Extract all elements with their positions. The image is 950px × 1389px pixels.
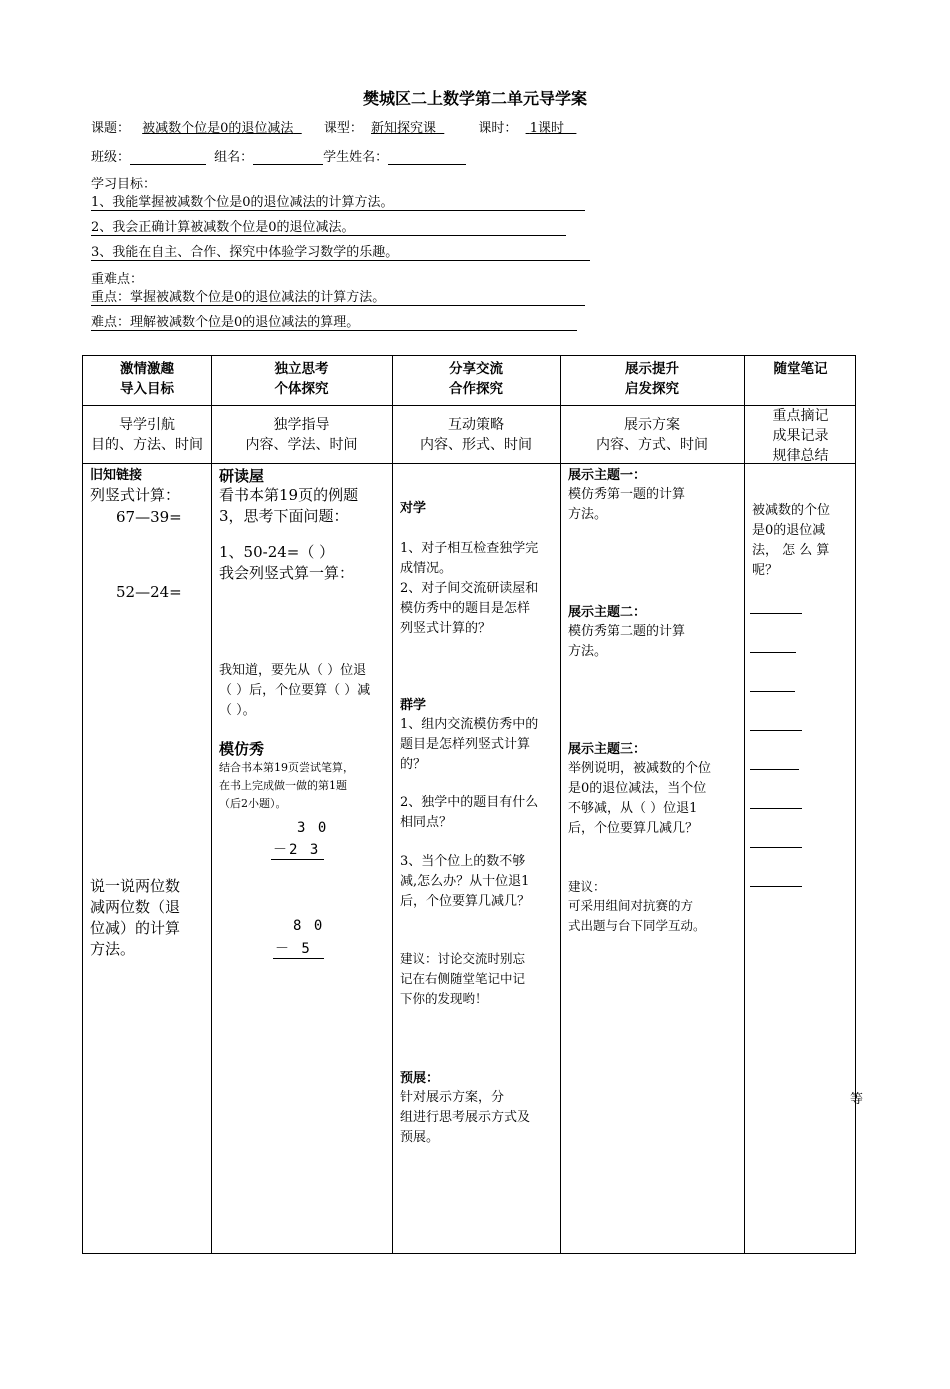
group-label: 组名： [214, 150, 254, 165]
pair-study-heading: 对学 [400, 501, 427, 516]
topic-label: 课题： [91, 121, 131, 136]
col-subheader: 互动策略 内容、形式、时间 [420, 417, 532, 453]
col-subheader: 展示方案 内容、方式、时间 [596, 417, 708, 453]
col-header: 激情激趣 导入目标 [120, 361, 174, 397]
topic-value: 被减数个位是0的退位减法 [142, 121, 294, 136]
col2-q1: 1、50-24=（ ） [219, 543, 335, 561]
class-label: 班级： [91, 150, 131, 165]
key-difficulty: 难点：理解被减数个位是0的退位减法的算理。 [91, 311, 577, 331]
theme3-body: 举例说明，被减数的个位 是0的退位减法，当个位 不够减，从（ ）位退1 后，个位要算几减几？ [568, 761, 712, 836]
old-knowledge-heading: 旧知链接 [90, 468, 143, 483]
class-blank[interactable] [130, 150, 206, 165]
type-value: 新知探究课 [371, 121, 437, 136]
study-table [82, 355, 856, 1254]
theme1-heading: 展示主题一： [568, 468, 647, 483]
note-blank-line[interactable] [750, 613, 802, 614]
col-header: 独立思考 个体探究 [274, 361, 329, 397]
note-blank-line[interactable] [750, 652, 796, 653]
col2-q1b: 我会列竖式算一算： [219, 564, 355, 582]
page-title: 樊城区二上数学第二单元导学案 [362, 89, 587, 108]
col-header: 展示提升 启发探究 [625, 361, 679, 397]
theme2-heading: 展示主题二： [568, 605, 647, 620]
col3-pair: 1、对子相互检查独学完 成情况。 2、对子间交流研读屋和 模仿秀中的题目是怎样 列竖式计算的？ [400, 541, 539, 636]
note-blank-line[interactable] [750, 886, 802, 887]
col3-group-q3: 3、当个位上的数不够 减,怎么办？从十位退1 后，个位要算几减几？ [400, 854, 531, 909]
name-label: 学生姓名： [323, 150, 389, 165]
note-blank-line[interactable] [750, 691, 795, 692]
col-subheader: 独学指导 内容、学法、时间 [245, 417, 358, 453]
read-room-heading: 研读屋 [219, 467, 265, 485]
theme3-heading: 展示主题三： [568, 742, 647, 757]
name-blank[interactable] [388, 150, 466, 165]
theme1-body: 模仿秀第一题的计算 方法。 [568, 487, 686, 522]
goal-item: 2、我会正确计算被减数个位是0的退位减法。 [91, 216, 566, 236]
goals-heading: 学习目标： [91, 177, 157, 192]
col3-preview: 针对展示方案，分 组进行思考展示方式及 预展。 [400, 1090, 531, 1145]
calc1-top: 3 0 [297, 820, 329, 836]
preview-heading: 预展： [400, 1071, 440, 1086]
note-blank-line[interactable] [750, 808, 802, 809]
group-study-heading: 群学 [400, 698, 427, 713]
col1-q1: 67—39= [116, 508, 182, 526]
col-subheader: 重点摘记 成果记录 规律总结 [772, 408, 829, 464]
key-focus: 重点：掌握被减数个位是0的退位减法的计算方法。 [91, 286, 585, 306]
col-header: 分享交流 合作探究 [449, 361, 503, 397]
col4-suggest: 可采用组间对抗赛的方 式出题与台下同学互动。 [568, 898, 706, 933]
col3-suggest: 建议：讨论交流时别忘 记在右侧随堂笔记中记 下你的发现哟！ [400, 951, 526, 1006]
calc2-top: 8 0 [293, 918, 325, 934]
col1-say: 说一说两位数 减两位数（退 位减）的计算 方法。 [90, 877, 181, 958]
key-heading: 重难点： [91, 272, 144, 287]
note-blank-line[interactable] [750, 730, 802, 731]
col2-know: 我知道，要先从（ ）位退 （ ）后，个位要算（ ）减 （ ）。 [219, 663, 371, 718]
col3-group: 1、组内交流模仿秀中的 题目是怎样列竖式计算 的？ [400, 717, 539, 772]
notes-trailing: 等 [850, 1092, 864, 1107]
calc2-bottom: － 5 [273, 938, 324, 959]
col4-suggest-heading: 建议： [568, 879, 606, 894]
period-label: 课时： [478, 121, 518, 136]
note-blank-line[interactable] [750, 769, 799, 770]
goal-item: 1、我能掌握被减数个位是0的退位减法的计算方法。 [91, 191, 585, 211]
goal-item: 3、我能在自主、合作、探究中体验学习数学的乐趣。 [91, 241, 590, 261]
period-value: 1课时 [529, 121, 564, 136]
calc1-bottom: －2 3 [271, 839, 324, 860]
class-row [91, 146, 466, 165]
group-blank[interactable] [253, 150, 323, 165]
col2-imitate: 结合书本第19页尝试笔算， 在书上完成做一做的第1题 （后2小题）。 [219, 761, 354, 810]
notes-question: 被减数的个位 是0的退位减 法， 怎 么 算 呢？ [752, 503, 831, 578]
imitate-heading: 模仿秀 [219, 740, 265, 758]
col-subheader: 导学引航 目的、方法、时间 [91, 417, 203, 453]
col1-q2: 52—24= [116, 583, 182, 601]
col-header: 随堂笔记 [773, 361, 828, 377]
theme2-body: 模仿秀第二题的计算 方法。 [568, 624, 686, 659]
col3-group-q2: 2、独学中的题目有什么 相同点？ [400, 795, 539, 830]
note-blank-line[interactable] [750, 847, 802, 848]
info-row [91, 117, 576, 136]
col2-read: 看书本第19页的例题 3，思考下面问题： [219, 486, 359, 525]
type-label: 课型： [323, 121, 363, 136]
col1-instruction: 列竖式计算： [90, 486, 181, 504]
